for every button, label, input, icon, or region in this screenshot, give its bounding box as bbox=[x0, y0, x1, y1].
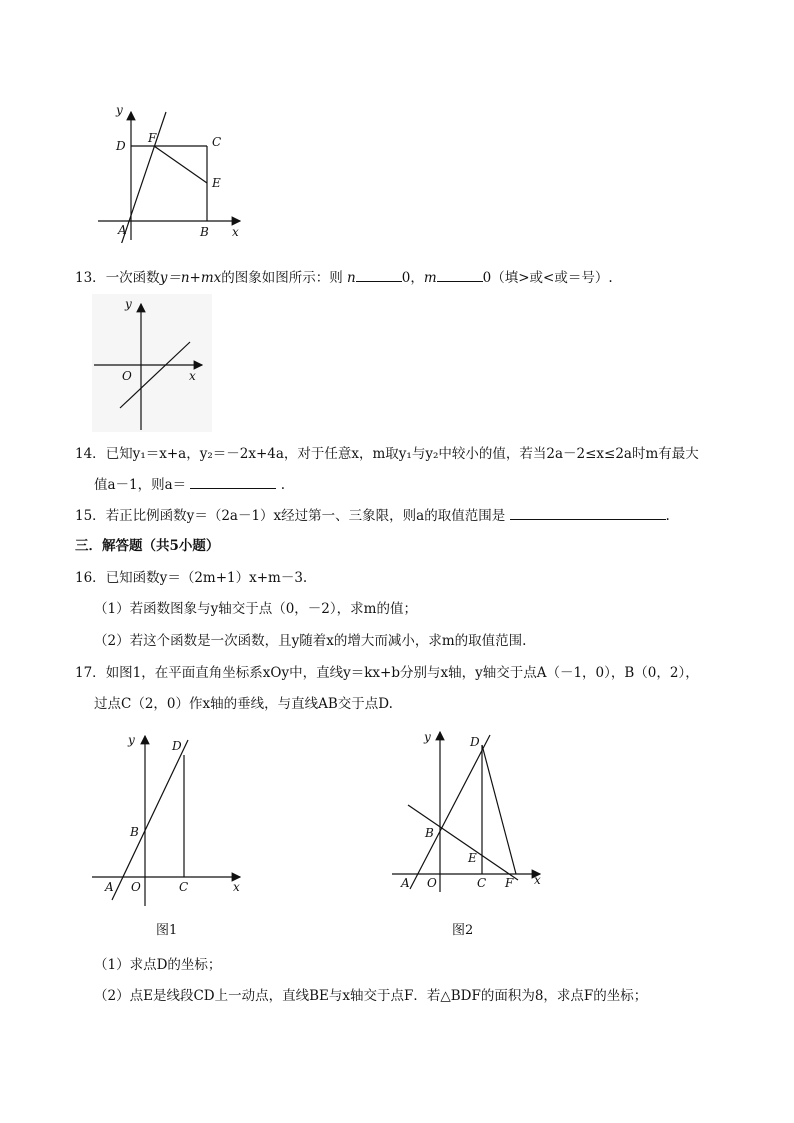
q13-text-2: 的图象如图所示：则 bbox=[221, 270, 343, 286]
q14-text-1: 已知y₁＝x+a，y₂＝－2x+4a，对于任意x，m取y₁与y₂中较小的值，若当2a－2≤x≤2a时m有最大 bbox=[105, 446, 699, 462]
label-x: x bbox=[189, 369, 196, 383]
answer-blank-a[interactable] bbox=[190, 476, 276, 489]
segment-df bbox=[482, 745, 516, 874]
q13-m: m bbox=[423, 270, 437, 286]
label-d: D bbox=[470, 735, 480, 749]
label-o: O bbox=[427, 876, 437, 890]
label-o: O bbox=[131, 880, 141, 894]
q13-text-3: 0， bbox=[401, 270, 424, 286]
question-number: 15． bbox=[75, 508, 106, 524]
label-b: B bbox=[200, 225, 209, 239]
label-f: F bbox=[148, 131, 157, 145]
answer-blank-range[interactable] bbox=[510, 507, 666, 520]
figure-top-rectangle bbox=[90, 98, 260, 243]
line-ab bbox=[112, 740, 188, 900]
label-y: y bbox=[128, 733, 135, 747]
q13-text-4: 0（填>或<或＝号）. bbox=[482, 270, 613, 286]
q14-text-3: . bbox=[280, 477, 286, 493]
line-af bbox=[120, 112, 166, 243]
label-b: B bbox=[425, 826, 434, 840]
q16-text: 已知函数y＝（2m+1）x+m－3. bbox=[105, 570, 308, 586]
figure-13-graph bbox=[92, 294, 212, 432]
q13-text-1: 一次函数 bbox=[105, 270, 160, 286]
q13-function: y＝n+mx bbox=[159, 270, 222, 286]
figure-2-caption: 图2 bbox=[452, 923, 474, 938]
label-y: y bbox=[424, 730, 431, 744]
answer-blank-m[interactable] bbox=[437, 269, 483, 282]
label-o: O bbox=[122, 369, 132, 383]
label-y: y bbox=[116, 103, 123, 117]
answer-blank-n[interactable] bbox=[356, 269, 402, 282]
label-f: F bbox=[505, 876, 514, 890]
label-x: x bbox=[232, 225, 239, 239]
line-ab bbox=[410, 735, 490, 889]
figure-2 bbox=[390, 727, 550, 897]
label-b: B bbox=[130, 825, 139, 839]
label-x: x bbox=[233, 880, 240, 894]
question-15 bbox=[75, 507, 670, 525]
question-number: 13． bbox=[75, 270, 106, 286]
label-x: x bbox=[534, 873, 541, 887]
question-17-line-1 bbox=[75, 664, 699, 682]
question-13 bbox=[75, 269, 613, 287]
label-a: A bbox=[105, 880, 114, 894]
question-number: 17． bbox=[75, 665, 106, 681]
line-bf bbox=[408, 805, 518, 880]
section-heading: 三．解答题（共5小题） bbox=[75, 538, 220, 554]
question-17-part-1: （1）求点D的坐标； bbox=[94, 957, 222, 973]
question-17-part-2: （2）点E是线段CD上一动点，直线BE与x轴交于点F．若△BDF的面积为8，求点F的坐标； bbox=[94, 988, 648, 1004]
q14-text-2: 值a－1，则a＝ bbox=[94, 477, 187, 493]
label-e: E bbox=[468, 851, 477, 865]
label-d: D bbox=[172, 739, 182, 753]
label-a: A bbox=[118, 223, 127, 237]
question-17-line-2: 过点C（2，0）作x轴的垂线，与直线AB交于点D. bbox=[94, 696, 393, 712]
question-14-line-1 bbox=[75, 445, 699, 463]
question-14-line-2 bbox=[94, 476, 285, 494]
q13-n: n bbox=[347, 270, 356, 286]
q15-text: 若正比例函数y＝（2a－1）x经过第一、三象限，则a的取值范围是 bbox=[105, 508, 506, 524]
label-c: C bbox=[212, 135, 222, 149]
q17-text-1: 如图1，在平面直角坐标系xOy中，直线y＝kx+b分别与x轴，y轴交于点A（－1，0），B（0，2）， bbox=[105, 665, 699, 681]
question-16-part-1: （1）若函数图象与y轴交于点（0，－2），求m的值； bbox=[94, 601, 417, 617]
figure-1-caption: 图1 bbox=[156, 923, 178, 938]
segment-fe bbox=[154, 146, 207, 183]
label-d: D bbox=[116, 139, 126, 153]
label-e: E bbox=[212, 176, 221, 190]
label-y: y bbox=[125, 297, 132, 311]
figure-1 bbox=[90, 730, 250, 910]
label-c: C bbox=[179, 880, 189, 894]
question-number: 14． bbox=[75, 446, 106, 462]
question-16-part-2: （2）若这个函数是一次函数，且y随着x的增大而减小，求m的取值范围. bbox=[94, 633, 527, 649]
question-number: 16． bbox=[75, 570, 106, 586]
label-c: C bbox=[477, 876, 487, 890]
q15-end: . bbox=[665, 508, 670, 524]
question-16 bbox=[75, 569, 307, 587]
label-a: A bbox=[401, 876, 410, 890]
